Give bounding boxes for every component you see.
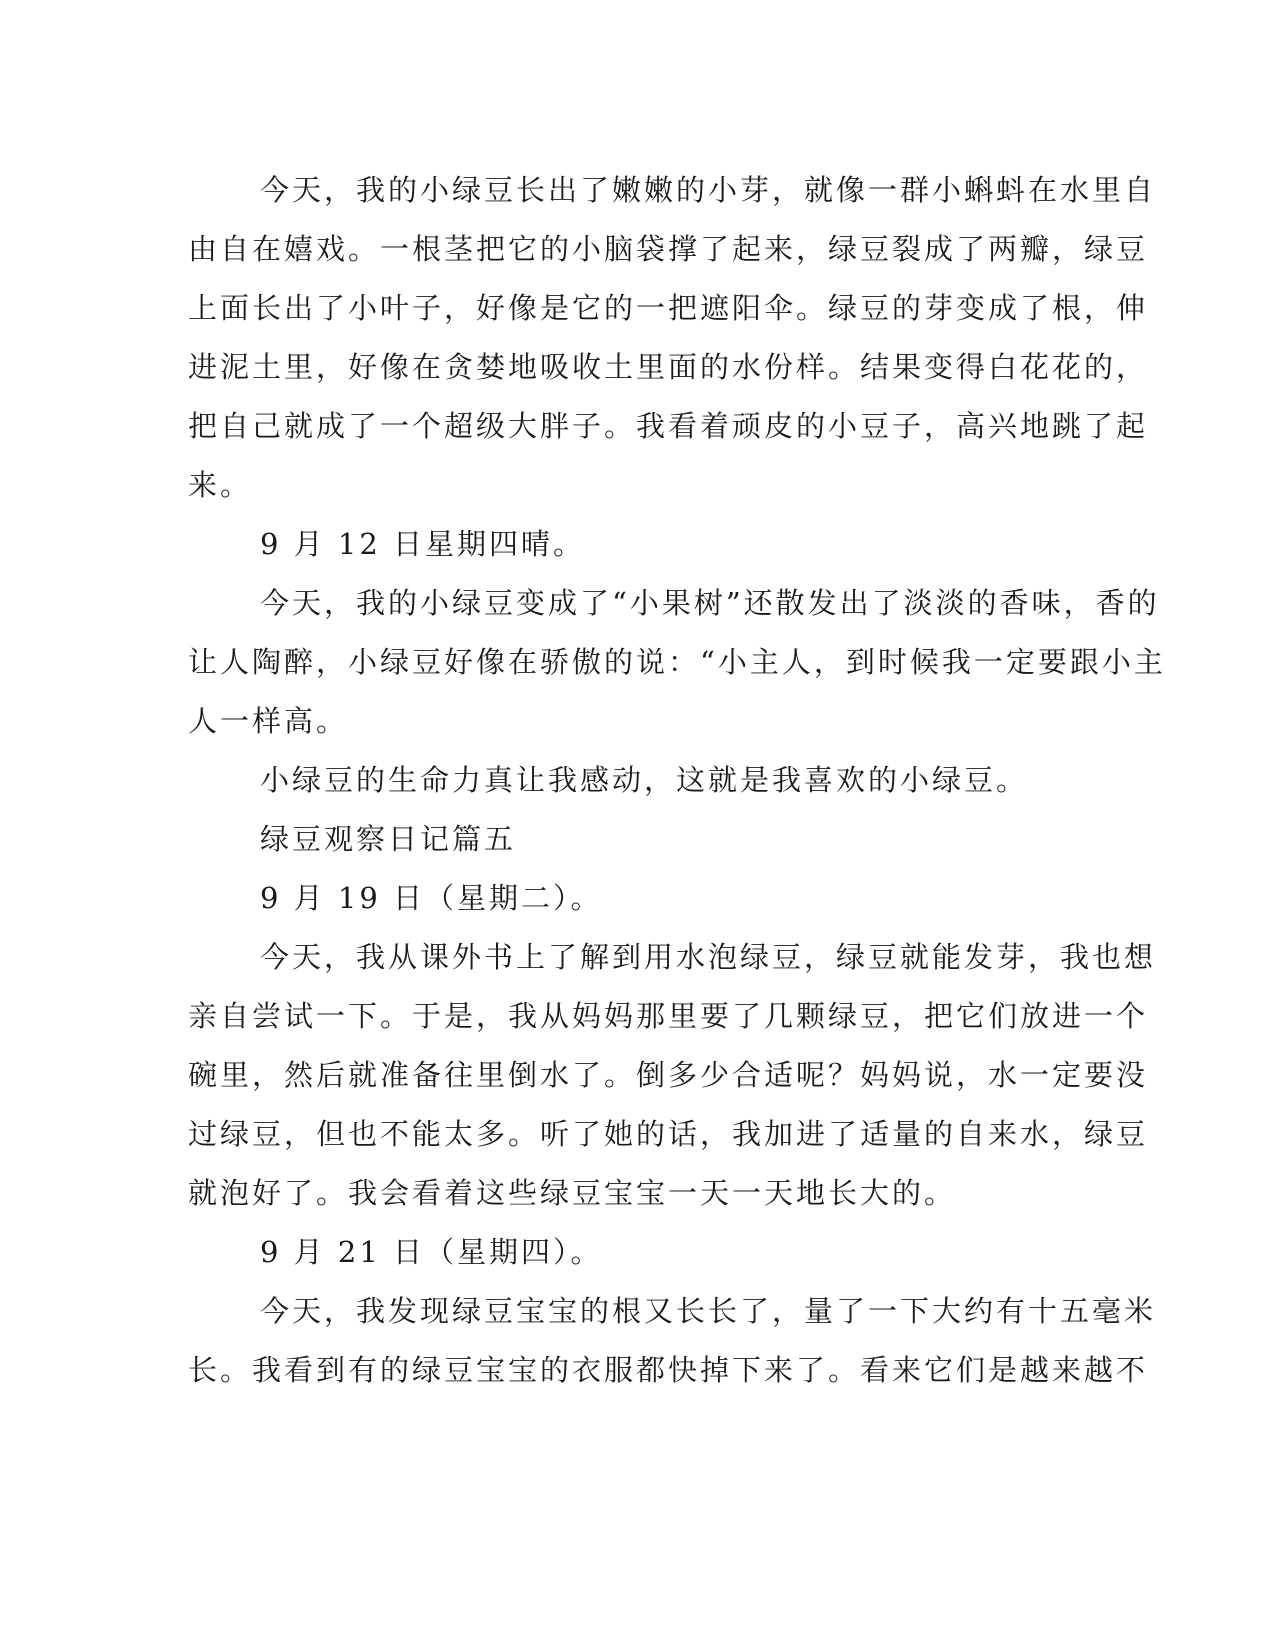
text-line: 来。 <box>188 468 253 502</box>
text-line: 碗里，然后就准备往里倒水了。倒多少合适呢？妈妈说，水一定要没 <box>188 1058 1149 1092</box>
text-line: 由自在嬉戏。一根茎把它的小脑袋撑了起来，绿豆裂成了两瓣，绿豆 <box>188 232 1149 266</box>
text-line: 让人陶醉，小绿豆好像在骄傲的说：“小主人，到时候我一定要跟小主 <box>188 645 1166 679</box>
text-line: 今天，我的小绿豆变成了“小果树”还散发出了淡淡的香味，香的 <box>260 586 1160 620</box>
text-line: 上面长出了小叶子，好像是它的一把遮阳伞。绿豆的芽变成了根，伸 <box>188 291 1149 325</box>
date-heading: 9 月 19 日（星期二）。 <box>260 881 603 915</box>
text-line: 今天，我从课外书上了解到用水泡绿豆，绿豆就能发芽，我也想 <box>260 940 1157 974</box>
section-title: 绿豆观察日记篇五 <box>260 822 517 856</box>
text-line: 进泥土里，好像在贪婪地吸收土里面的水份样。结果变得白花花的， <box>188 350 1149 384</box>
text-line: 过绿豆，但也不能太多。听了她的话，我加进了适量的自来水，绿豆 <box>188 1117 1149 1151</box>
text-line: 人一样高。 <box>188 704 349 738</box>
text-line: 今天，我发现绿豆宝宝的根又长长了，量了一下大约有十五毫米 <box>260 1294 1157 1328</box>
text-line: 就泡好了。我会看着这些绿豆宝宝一天一天地长大的。 <box>188 1176 957 1210</box>
date-heading: 9 月 21 日（星期四）。 <box>260 1235 603 1269</box>
text-line: 长。我看到有的绿豆宝宝的衣服都快掉下来了。看来它们是越来越不 <box>188 1353 1149 1387</box>
text-line: 今天，我的小绿豆长出了嫩嫩的小芽，就像一群小蝌蚪在水里自 <box>260 173 1157 207</box>
text-line: 亲自尝试一下。于是，我从妈妈那里要了几颗绿豆，把它们放进一个 <box>188 999 1149 1033</box>
date-heading: 9 月 12 日星期四晴。 <box>260 527 586 561</box>
text-line: 小绿豆的生命力真让我感动，这就是我喜欢的小绿豆。 <box>260 763 1029 797</box>
text-line: 把自己就成了一个超级大胖子。我看着顽皮的小豆子，高兴地跳了起 <box>188 409 1149 443</box>
